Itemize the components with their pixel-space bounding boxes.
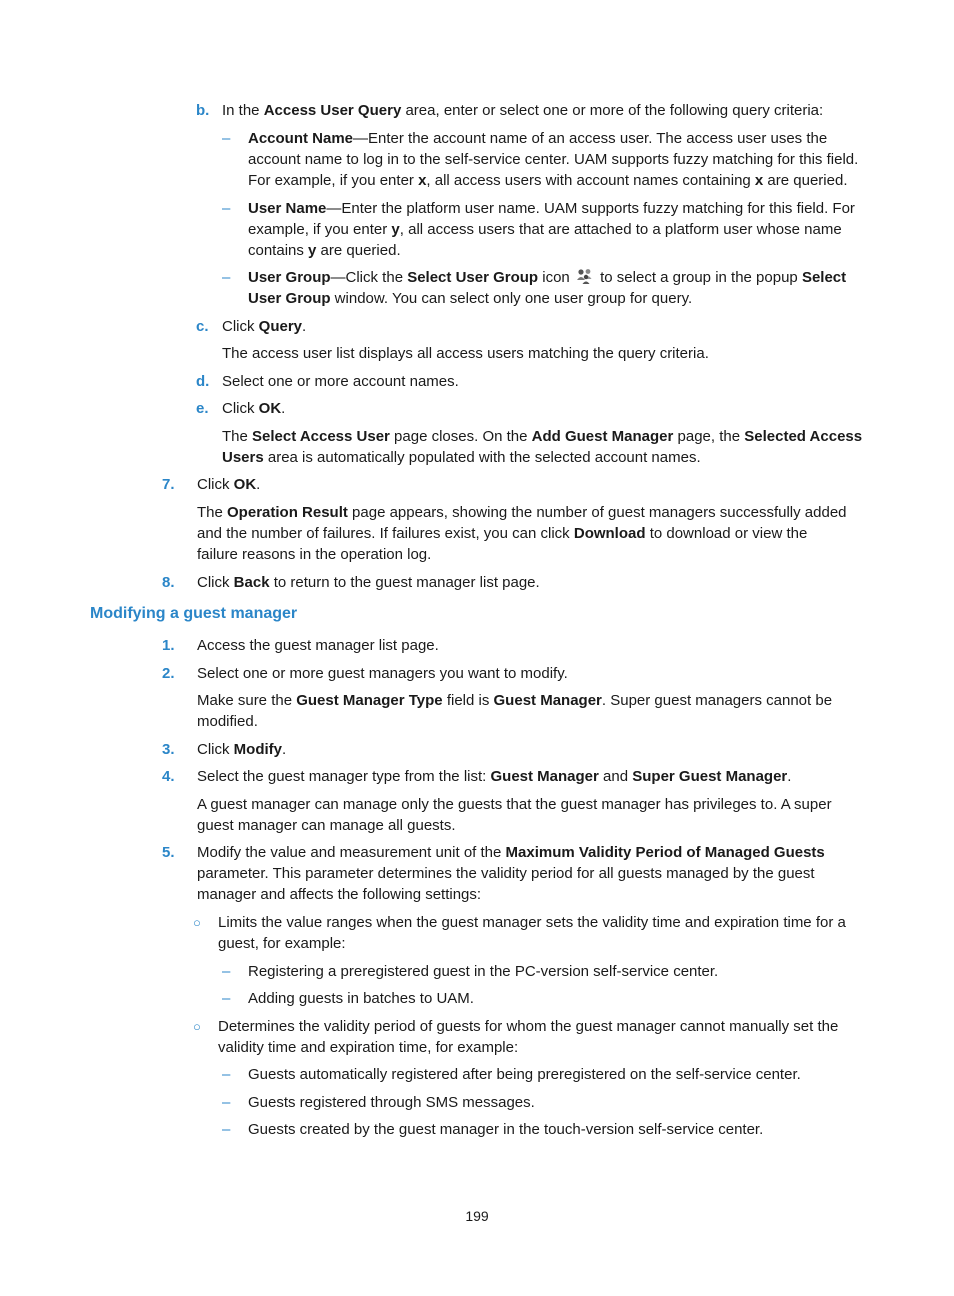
circle-bullet-marker: ○ (193, 915, 201, 930)
dash-marker: – (222, 130, 231, 147)
user-name-line-1: User Name—Enter the platform user name. UAM supports fuzzy matching for this field. For (248, 200, 855, 217)
step-marker-7: 7. (162, 476, 175, 493)
step-7-note-line-3: failure reasons in the operation log. (197, 546, 432, 563)
modify-step-2-note-line-1: Make sure the Guest Manager Type field is Guest Manager. Super guest managers cannot be (197, 692, 833, 709)
step-marker-e: e. (196, 400, 209, 417)
step-marker-8: 8. (162, 574, 175, 591)
modify-step-2-note-line-2: modified. (197, 713, 258, 730)
user-name-line-3: contains y are queried. (248, 242, 401, 259)
modify-step-2-text: Select one or more guest managers you want to modify. (197, 665, 568, 682)
user-group-line-2: User Group window. You can select only one user group for query. (248, 290, 693, 307)
dash-marker: – (222, 1094, 231, 1111)
user-name-line-2: example, if you enter y, all access users that are attached to a platform user whose name (248, 221, 842, 238)
step-7-note-line-1: The Operation Result page appears, showing the number of guest managers successfully added (197, 504, 847, 521)
step-marker-1: 1. (162, 637, 175, 654)
step-marker-5: 5. (162, 844, 175, 861)
modify-step-5-line-3: manager and affects the following settings: (197, 886, 482, 903)
step-marker-3: 3. (162, 741, 175, 758)
dash-marker: – (222, 1121, 231, 1138)
modify-step-5-line-2: parameter. This parameter determines the validity period for all guests managed by the guest (197, 865, 815, 882)
bullet-2-dash-1: Guests automatically registered after being preregistered on the self-service center. (248, 1066, 801, 1083)
dash-marker: – (222, 269, 231, 286)
bullet-2-line-1: Determines the validity period of guests for whom the guest manager cannot manually set the (218, 1018, 839, 1035)
step-e-note-line-2: Users area is automatically populated with the selected account names. (222, 449, 701, 466)
step-e-note-line-1: The Select Access User page closes. On the Add Guest Manager page, the Selected Access (222, 428, 863, 445)
dash-marker: – (222, 200, 231, 217)
modify-step-1-text: Access the guest manager list page. (197, 637, 439, 654)
bullet-2-dash-2: Guests registered through SMS messages. (248, 1094, 535, 1111)
step-c-note: The access user list displays all access users matching the query criteria. (222, 345, 709, 362)
circle-bullet-marker: ○ (193, 1019, 201, 1034)
step-marker-c: c. (196, 318, 209, 335)
account-name-line-1: Account Name—Enter the account name of an access user. The access user uses the (248, 130, 828, 147)
section-heading: Modifying a guest manager (90, 605, 298, 622)
bullet-1-line-2: guest, for example: (218, 935, 346, 952)
step-7-text: Click OK. (197, 476, 261, 493)
step-8-text: Click Back to return to the guest manager list page. (197, 574, 540, 591)
select-user-group-icon (576, 268, 594, 284)
dash-marker: – (222, 1066, 231, 1083)
step-c-text: Click Query. (222, 318, 307, 335)
step-marker-b: b. (196, 102, 210, 119)
step-d-text: Select one or more account names. (222, 373, 459, 390)
dash-marker: – (222, 963, 231, 980)
bullet-2-dash-3: Guests created by the guest manager in the touch-version self-service center. (248, 1121, 764, 1138)
step-e-text: Click OK. (222, 400, 286, 417)
modify-step-3-text: Click Modify. (197, 741, 287, 758)
step-7-note-line-2: and the number of failures. If failures exist, you can click Download to download or view the (197, 525, 808, 542)
step-marker-4: 4. (162, 768, 175, 785)
step-marker-2: 2. (162, 665, 175, 682)
bullet-2-line-2: validity time and expiration time, for example: (218, 1039, 519, 1056)
step-marker-d: d. (196, 373, 210, 390)
bullet-1-dash-1: Registering a preregistered guest in the PC-version self-service center. (248, 963, 719, 980)
dash-marker: – (222, 990, 231, 1007)
page-number: 199 (465, 1208, 489, 1224)
bullet-1-dash-2: Adding guests in batches to UAM. (248, 990, 474, 1007)
account-name-line-2: account name to log in to the self-service center. UAM supports fuzzy matching for this field. (248, 151, 859, 168)
modify-step-5-line-1: Modify the value and measurement unit of the Maximum Validity Period of Managed Guests (197, 844, 825, 861)
bullet-1-line-1: Limits the value ranges when the guest manager sets the validity time and expiration time for a (218, 914, 846, 931)
modify-step-4-text: Select the guest manager type from the list: Guest Manager and Super Guest Manager. (197, 768, 792, 785)
user-group-line-1: User Group—Click the Select User Group icon to select a group in the popup Select (248, 269, 847, 286)
account-name-line-3: For example, if you enter x, all access users with account names containing x are queried. (248, 172, 848, 189)
modify-step-4-note-line-2: guest manager can manage all guests. (197, 817, 456, 834)
step-b-text: In the Access User Query area, enter or select one or more of the following query criteria: (222, 102, 824, 119)
modify-step-4-note-line-1: A guest manager can manage only the guests that the guest manager has privileges to. A super (197, 796, 832, 813)
